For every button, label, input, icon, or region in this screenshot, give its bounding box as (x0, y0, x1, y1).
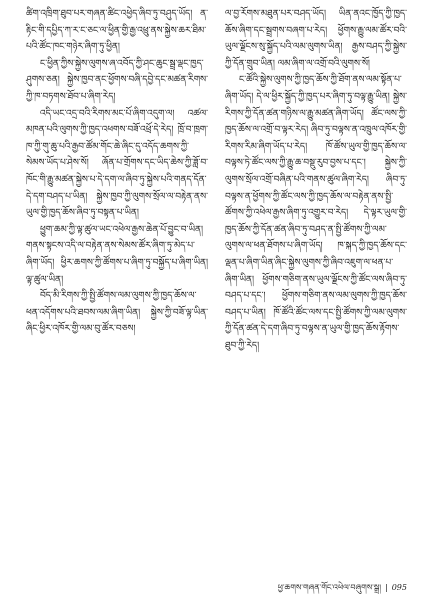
running-title: ཕྱ་ཆགས་གཞན་གོང་འཕེལ་བཞུགས་སྒྲ། (277, 583, 382, 592)
paragraph: ཕྱུག་ཆམ་ཀྱི་ལྟ་ཚུལ་ཡང་འཕེལ་རྒྱས་ཆེན་པོ་བྱུང་བ་ཡིན། གནས་སྟངས་འདི་ལ་བརྟེན་ནས་སེམས་ཚོར་ཞིག་ཏུ་མེད་པ་ཞིག་ཡོད། ཕྱིར་ཆགས་ཀྱི་ཚོགས་པ་ཞིག་ཏུ་བསྐྱོད་པ་ཞིག་ཡིན། ལྟ་ཚུལ་ཡིན། (26, 224, 208, 285)
footer-separator: | (385, 583, 388, 592)
paragraph: ང་ཚོའི་སྐྱེས་ལུགས་ཀྱི་ཁྱད་ཆོས་ཀྱི་ཐོག་ནས་ལམ་སྟོན་པ་ཞིག་ཡོད། དེ་ལ་ཕྱིར་སྐྱོད་ཀྱི་ཁྱད་པར་ཞིག་ཏུ་བལྟ་རྒྱུ་ཡིན། སྐྱེས་རིགས་ཀྱི་དོན་ཚན་གཉིས་ལ་རྒྱུ་མཚན་ཞིག་ཡོད། ཚོང་ལས་ཀྱི་ཁྱད་ཆོས་ལ་འགྲོ་བ་ལྟར་རེད། ཞིབ་ཏུ་བལྟས་ན་འཁྲུལ་འཁོར་གྱི་རིགས་རིམ་ཞིག་ཡོད་པ་རེད། ཁོ་ཚོས་ཡུལ་གྱི་ཁྱད་ཆོས་ལ་བལྟས་ཏེ་ཚོང་ལས་ཀྱི་རྒྱུ་ཆ་བསྡུ་རུབ་བྱས་པ་དང་། སྐྱེས་ཀྱི་ལུགས་སྲོལ་འགྲོ་བཞིན་པའི་གནས་ཚུལ་ཞིག་རེད། ཞིབ་ཏུ་བལྟས་ན་ཕྱོགས་ཀྱི་ཚོང་ལས་ཀྱི་ཁྱད་ཆོས་ལ་བརྟེན་ནས་སྤྱི་ཚོགས་ཀྱི་འཕེལ་རྒྱས་ཞིག་ཏུ་འགྱུར་བ་རེད། དེ་ལྟར་ཡུལ་གྱི་ཁྱད་ཆོས་ཀྱི་དོན་ཚན་ཞིབ་ཏུ་བཤད་ན་སྤྱི་ཚོགས་ཀྱི་ལམ་ལུགས་ལ་ཕན་ཐོགས་པ་ཞིག་ཡོད། ཁ་སྐད་ཀྱི་ཁྱད་ཆོས་དང་ལྡན་པ་ཞིག་ཡིན་ཞིང་སྐྱེས་ལུགས་ཀྱི་ཞིབ་འཇུག་ལ་ཕན་པ་ཞིག་ཡིན། ཕྱོགས་གཅིག་ནས་ཡུལ་ལྗོངས་ཀྱི་ཚོང་ལས་ཞིབ་ཏུ་བཤད་པ་དང་། ཕྱོགས་གཅིག་ནས་ལམ་ལུགས་ཀྱི་ཁྱད་ཆོས་བཤད་པ་ཡིན། ཁོ་ཚོའི་ཚོང་ལས་དང་སྤྱི་ཚོགས་ཀྱི་ལམ་ལུགས་ཀྱི་དོན་ཚན་དེ་དག་ཞིབ་ཏུ་བལྟས་ན་ཡུལ་གྱི་ཁྱད་ཆོས་རྟོགས་ཐུབ་ཀྱི་རེད། (225, 75, 407, 351)
paragraph: ལ་བྱ་རོགས་མཐུན་པར་བཤད་ཡོད། ཡིན་ནའང་ཁྱོད་ཀྱི་ཁྱད་ཆོས་ཞིག་དང་སྦྲགས་བཞག་པ་རེད། ཕྱོགས་རྒྱུ་ལམ་ཚོར་བའི་ཡུལ་ལྗོངས་སུ་སྐྱོད་པའི་ལམ་ལུགས་ཡིན། རྒྱས་བཤད་ཀྱི་སྐྱེས་ཀྱི་དོན་གྲུབ་ཡིན། ལམ་ཞིག་ལ་འགྲོ་བའི་ལུགས་སོ། (225, 9, 407, 69)
page-footer (278, 583, 407, 593)
right-text-column (225, 6, 407, 354)
page-number: 095 (391, 583, 407, 592)
paragraph: ཚིག་འཁྲིག་ཐུབ་པར་གཞན་ཚིང་འཕྱེད་ཞིབ་ཏུ་བཤུད་ཡོད། ན་རྟིང་གི་དཔྱིད་ཀ་ར་ང་ཅང་ལ་ཕྱིན་གྱི་རྒྱ་འཕྲུ་ནས་སྐྱེས་ཆར་ཐིམ་པའི་ཚོང་ཁང་གཉེར་ཞིག་ཏུ་ཕྱིན། (26, 9, 208, 53)
left-text-column (26, 6, 208, 338)
paragraph: ང་ཕྱིན་ཀྱིས་སྐྱེས་ལུགས་ཞ་འབོད་ཀྱི་ཤང་ཆུང་སྦྲ་ལྡང་ཁྱད་ཤུགས་ཅན། སྐྱེས་ཁྱབ་ནང་ཕྱོགས་བཞི་དབྱེ་དང་མཚན་རིགས་ཀྱི་ཁ་བཏགས་ཐོབ་པ་ཞིག་རེད། (26, 58, 208, 102)
paragraph: བོད་མི་རིགས་ཀྱི་སྤྱི་ཚོགས་ལམ་ལུགས་ཀྱི་ཁྱད་ཆོས་ལ་ཕན་འདོགས་པའི་ཐབས་ལམ་ཞིག་ཡིན། སྐྱེས་ཀྱི་བཟོ་ལྟ་ཡིན་ཞིང་ཕྱིར་འཁོར་གྱི་ལམ་བུ་ཚོར་བཅས། (26, 291, 208, 335)
paragraph: འདི་ཡང་འདྲ་བའི་རིགས་མང་པོ་ཞིག་འདུག་ལ། འཚལ་མཁན་པའི་ལུགས་ཀྱི་ཁྱད་འཕགས་བཟོ་འཕྲོ་དེ་རེད། ཁྲོ་བ་ཁྲག་ཁ་ཀྱི་གུ་ཆུ་པའི་རྒྱབ་ཚོམ་གོང་ཆེ་ཞིང་དུ་འདོད་ཆགས་ཀྱི་སེམས་ཡོད་པ་ཤེས་སོ། ཞོན་པ་གྲོགས་དང་ཡིད་ཆེས་ཀྱི་ཟློ་བ་ཁོང་གི་རྒྱུ་མཚན་སྐྱེས་པ་དེ་དག་ལ་ཞིབ་ཏུ་སྐྱེས་པའི་གནད་དོན་དེ་དག་བཤད་པ་ཡིན། སྐྱེས་ཁྱབ་ཀྱི་ལུགས་སྲོལ་ལ་བརྟེན་ནས་ཡུལ་གྱི་ཁྱད་ཆོས་ཞིབ་ཏུ་བསྟན་པ་ཡིན། (26, 108, 208, 219)
